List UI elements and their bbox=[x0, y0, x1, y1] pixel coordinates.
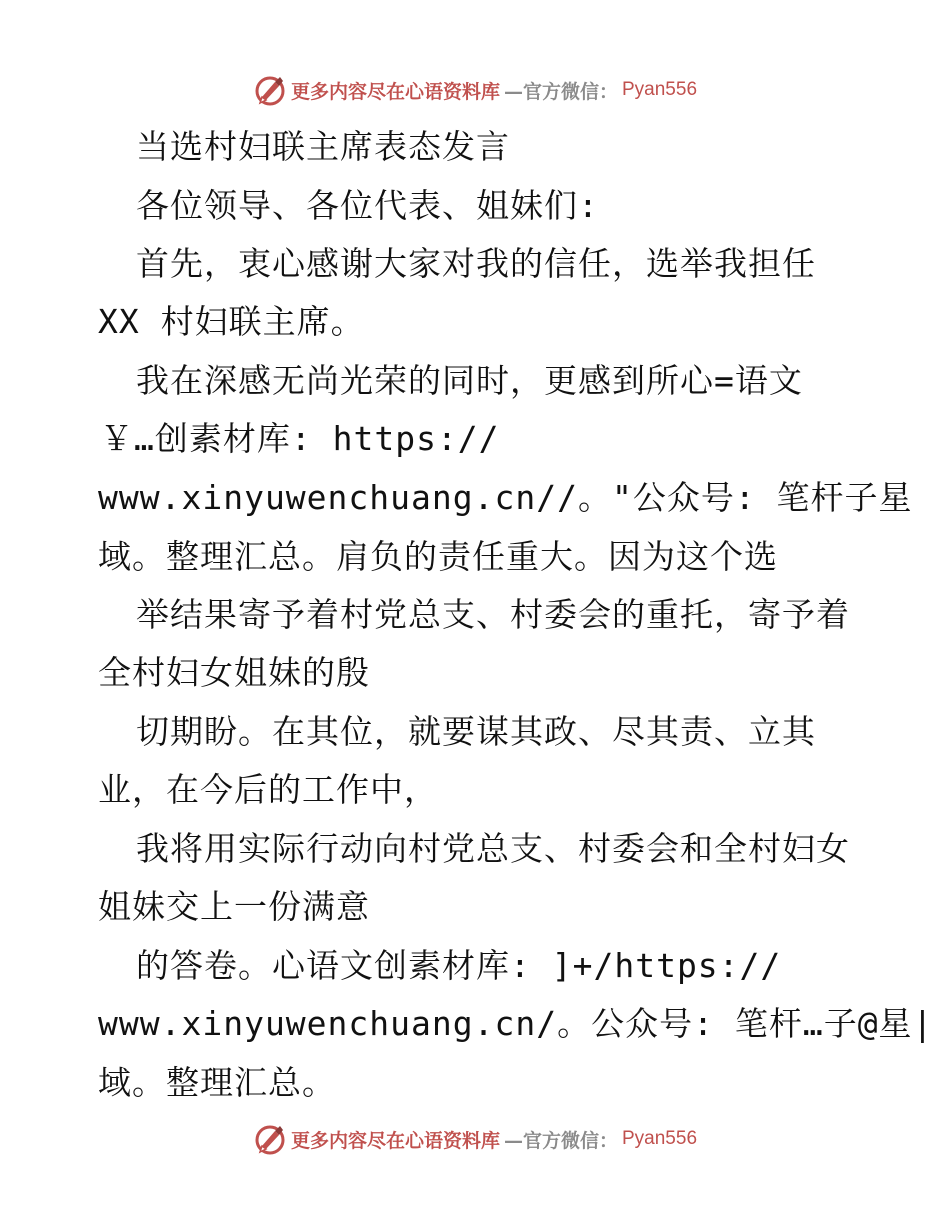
footer-wechat-id: Pyan556 bbox=[622, 1128, 698, 1149]
header-site-name: 更多内容尽在心语资料库 bbox=[290, 80, 500, 103]
footer-site-name: 更多内容尽在心语资料库 bbox=[290, 1129, 500, 1152]
header-wechat-label: —官方微信： bbox=[503, 80, 618, 103]
text-line: 的答卷。心语文创素材库: ]+/https:// bbox=[136, 946, 782, 985]
text-line: 姐妹交上一份满意 bbox=[98, 887, 370, 926]
text-line: 各位领导、各位代表、姐妹们: bbox=[136, 186, 599, 225]
text-line: 域。整理汇总。肩负的责任重大。因为这个选 bbox=[98, 537, 778, 576]
pen-logo-icon bbox=[253, 73, 287, 107]
text-line: ￥…创素材库: https:// bbox=[100, 419, 500, 458]
text-line: 首先，衷心感谢大家对我的信任，选举我担任 bbox=[136, 244, 816, 283]
header-wechat-id: Pyan556 bbox=[622, 79, 698, 100]
text-line: XX 村妇联主席。 bbox=[98, 302, 365, 341]
page-footer-banner bbox=[0, 1119, 950, 1159]
page-header-banner bbox=[0, 70, 950, 110]
text-line: 域。整理汇总。 bbox=[98, 1063, 336, 1102]
footer-wechat-label: —官方微信： bbox=[503, 1129, 618, 1152]
text-line: 举结果寄予着村党总支、村委会的重托，寄予着 bbox=[136, 595, 850, 634]
text-line: www.xinyuwenchuang.cn/。公众号: 笔杆…子@星| bbox=[98, 1004, 934, 1043]
text-line: 切期盼。在其位，就要谋其政、尽其责、立其 bbox=[136, 712, 816, 751]
text-line: 全村妇女姐妹的殷 bbox=[98, 653, 370, 692]
text-line: 我将用实际行动向村党总支、村委会和全村妇女 bbox=[136, 829, 850, 868]
text-line: www.xinyuwenchuang.cn//。"公众号: 笔杆子星 bbox=[98, 478, 913, 517]
text-line: 业，在今后的工作中， bbox=[98, 770, 438, 809]
pen-logo-icon bbox=[253, 1122, 287, 1156]
document-title: 当选村妇联主席表态发言 bbox=[136, 127, 510, 166]
text-line: 我在深感无尚光荣的同时，更感到所心=语文 bbox=[136, 361, 803, 400]
